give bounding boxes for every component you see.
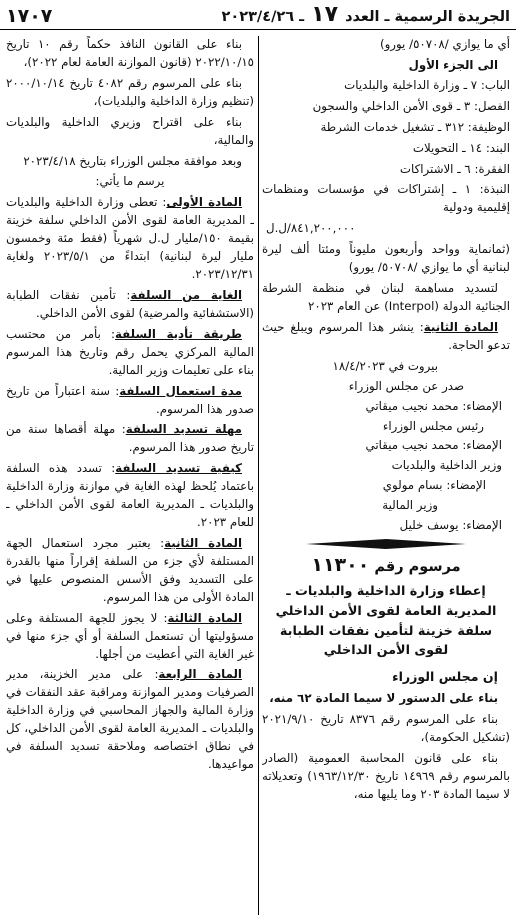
issue-date: ـ ٢٠٢٣/٤/٢٦ — [221, 9, 305, 25]
column-divider — [258, 36, 259, 915]
advance-repayment-text: : مهلة أقصاها سنة من تاريخ صدور هذا المرسوم. — [6, 422, 254, 455]
advance-purpose-label: الغاية من السلفة — [130, 287, 242, 302]
purpose-statement: لتسديد مساهمة لبنان في منظمة الشرطة الجنائية الدولة (Interpol) عن العام ٢٠٢٣ — [262, 281, 510, 313]
advance-purpose-text: : تأمين نفقات الطبابة (الاستشفائية والمرضية) لقوى الأمن الداخلي. — [6, 287, 254, 320]
article-three-text: : لا يجوز للجهة المستلفة وعلى مسؤوليتها أن تستعمل السلفة أو أي جزء منها في غير الغاية التي أعطيت من أجلها. — [6, 610, 254, 661]
signature-3: الإمضاء: بسام مولوي — [382, 478, 486, 493]
article-two-left-label: المادة الثانية — [164, 535, 242, 550]
advance-repayment-deadline — [6, 421, 254, 457]
budget-chapter: الباب: ٧ ـ وزارة الداخلية والبلديات — [344, 77, 510, 92]
basis-constitution: بناء على الدستور لا سيما المادة ٦٢ منه، — [269, 691, 498, 706]
interior-minister-title: وزير الداخلية والبلديات — [391, 458, 502, 473]
basis-accounting-law: بناء على قانون المحاسبة العمومية (الصادر بالمرسوم رقم ١٤٩٦٩ تاريخ ١٩٦٣/١٢/٣٠) وتعديلاته لا سيما المادة ٢٠٣ وما يليها منه، — [262, 751, 510, 801]
pm-title: رئيس مجلس الوزراء — [382, 418, 484, 433]
issued-by: صدر عن مجلس الوزراء — [348, 378, 464, 393]
article-two-label: المادة الثانية — [423, 319, 499, 334]
page-number: ١٧٠٧ — [6, 5, 53, 27]
article-one-text: : تعطى وزارة الداخلية والبلديات ـ المديرية العامة لقوى الأمن الداخلي سلفة خزينة بقيمة ١٥٠/مليار ل.ل شهرياً (فقط مئة وخمسون مليار ليرة لبنانية) ابتداءً من ٢٠٢٣/٥/١ ولغاية ٢٠٢٣/١٢/٣١. — [6, 195, 254, 282]
article-four — [6, 666, 254, 774]
decree-label: مرسوم رقم — [374, 559, 461, 576]
advance-method-label: كيفية تسديد السلفة — [115, 461, 243, 476]
article-one-label: المادة الأولى — [166, 195, 242, 210]
advance-usage-text: : سنة اعتباراً من تاريخ صدور هذا المرسوم. — [6, 383, 254, 416]
budget-subitem: النبذة: ١ ـ إشتراكات في مؤسسات ومنظمات إقليمية ودولية — [262, 182, 510, 215]
advance-payment-text: : بأمر من محتسب المالية المركزي يحمل رقم وتاريخ هذا المرسوم بناء على تعليمات وزير المالية. — [6, 326, 254, 377]
advance-usage-label: مدة استعمال السلفة — [119, 383, 242, 398]
advance-repayment-method — [6, 460, 254, 532]
advance-purpose — [6, 287, 254, 323]
gazette-title — [222, 2, 510, 27]
article-two-left-text: : يعتبر مجرد استعمال الجهة المستلفة لأي جزء من السلفة إقراراً منها بالقدرة على التسديد وفق الأسس المنصوص عليها في المادة الأولى من هذا المرسوم. — [6, 535, 254, 604]
article-one — [6, 194, 254, 284]
basis-government-decree: بناء على المرسوم رقم ٨٣٧٦ تاريخ ٢٠٢١/٩/١٠ (تشكيل الحكومة)، — [262, 712, 510, 745]
article-two — [262, 319, 510, 355]
decree-heading — [262, 551, 510, 580]
part-one-heading: الى الجزء الأول — [408, 57, 498, 72]
article-four-text: : على مدير الخزينة، مدير الصرفيات ومدير الموازنة ومراقبة عقد النفقات في وزارة المالية والجهاز المحاسبي في وزارة الداخلية والبلديات ـ المديرية العامة لقوى الأمن الداخلي، كل في نطاق اختصاصه وملاحقة تسديد السلفة في مواعيدها. — [6, 667, 254, 772]
gazette-name: الجريدة الرسمية ـ العدد — [345, 9, 510, 25]
advance-payment — [6, 326, 254, 380]
article-four-label: المادة الرابعة — [158, 667, 242, 682]
signature-4: الإمضاء: يوسف خليل — [399, 518, 502, 533]
page-header — [0, 0, 516, 30]
budget-paragraph: الفقرة: ٦ ـ الاشتراكات — [399, 161, 510, 176]
separator-ornament — [306, 539, 466, 549]
budget-function: الوظيفة: ٣١٢ ـ تشغيل خدمات الشرطة — [320, 119, 510, 134]
decree-number: ١١٣٠٠ — [311, 554, 370, 577]
article-three-label: المادة الثالثة — [167, 610, 242, 625]
article-two-left — [6, 535, 254, 607]
advance-method-text: : تسدد هذه السلفة باعتماد يُلحظ لهذه الغاية في موازنة وزارة الداخلية والبلديات ـ المديرية العامة لقوى الأمن الداخلي ـ للعام ٢٠٢٣. — [6, 461, 254, 530]
advance-repayment-label: مهلة تسديد السلفة — [125, 422, 242, 437]
place-date: بيروت في ١٨/٤/٢٠٢٣ — [332, 358, 438, 373]
signature-1: الإمضاء: محمد نجيب ميقاتي — [365, 398, 502, 413]
amount: ٨٤١,٢٠٠,٠٠٠/ل.ل — [266, 221, 356, 236]
left-column — [6, 36, 254, 915]
budget-section: الفصل: ٣ ـ قوى الأمن الداخلي والسجون — [312, 98, 510, 113]
decrees-following: يرسم ما يأتي: — [95, 174, 165, 189]
finance-minister-title: وزير المالية — [382, 498, 438, 513]
article-two-text: : ينشر هذا المرسوم ويبلغ حيث تدعو الحاجة. — [262, 319, 510, 352]
advance-usage-period — [6, 383, 254, 419]
basis-ministry-organization: بناء على المرسوم رقم ٤٠٨٢ تاريخ ٢٠٠٠/١٠/١٤ (تنظيم وزارة الداخلية والبلديات)، — [6, 75, 254, 108]
article-three — [6, 610, 254, 664]
advance-payment-label: طريقة تأدية السلفة — [115, 326, 242, 341]
equivalent-amount-top: أي ما يوازي /٥٠٧٠٨/ يورو) — [379, 37, 510, 51]
council-approval: وبعد موافقة مجلس الوزراء بتاريخ ٢٠٢٣/٤/١٨ — [23, 153, 242, 168]
amount-in-words: (ثمانماية وواحد وأربعون مليوناً ومئتا ألف ليرة لبنانية أي ما يوازي /٥٠٧٠٨/ يورو) — [262, 242, 510, 275]
basis-budget-law: بناء على القانون النافذ حكماً رقم ١٠ تاريخ ٢٠٢٢/١٠/١٥ (قانون الموازنة العامة لعام ٢٠٢٢)، — [6, 37, 254, 69]
signature-2: الإمضاء: محمد نجيب ميقاتي — [365, 438, 502, 453]
right-column — [262, 36, 510, 915]
issue-number: ١٧ — [311, 2, 339, 27]
council-heading: إن مجلس الوزراء — [392, 669, 498, 685]
decree-subject: إعطاء وزارة الداخلية والبلديات ـ المديرية العامة لقوى الأمن الداخلي سلفة خزينة لتأمين نفقات الطبابة لقوى الأمن الداخلي — [275, 583, 497, 659]
basis-proposal: بناء على اقتراح وزيري الداخلية والبلديات والمالية، — [6, 114, 254, 147]
budget-item: البند: ١٤ ـ التحويلات — [412, 140, 510, 155]
